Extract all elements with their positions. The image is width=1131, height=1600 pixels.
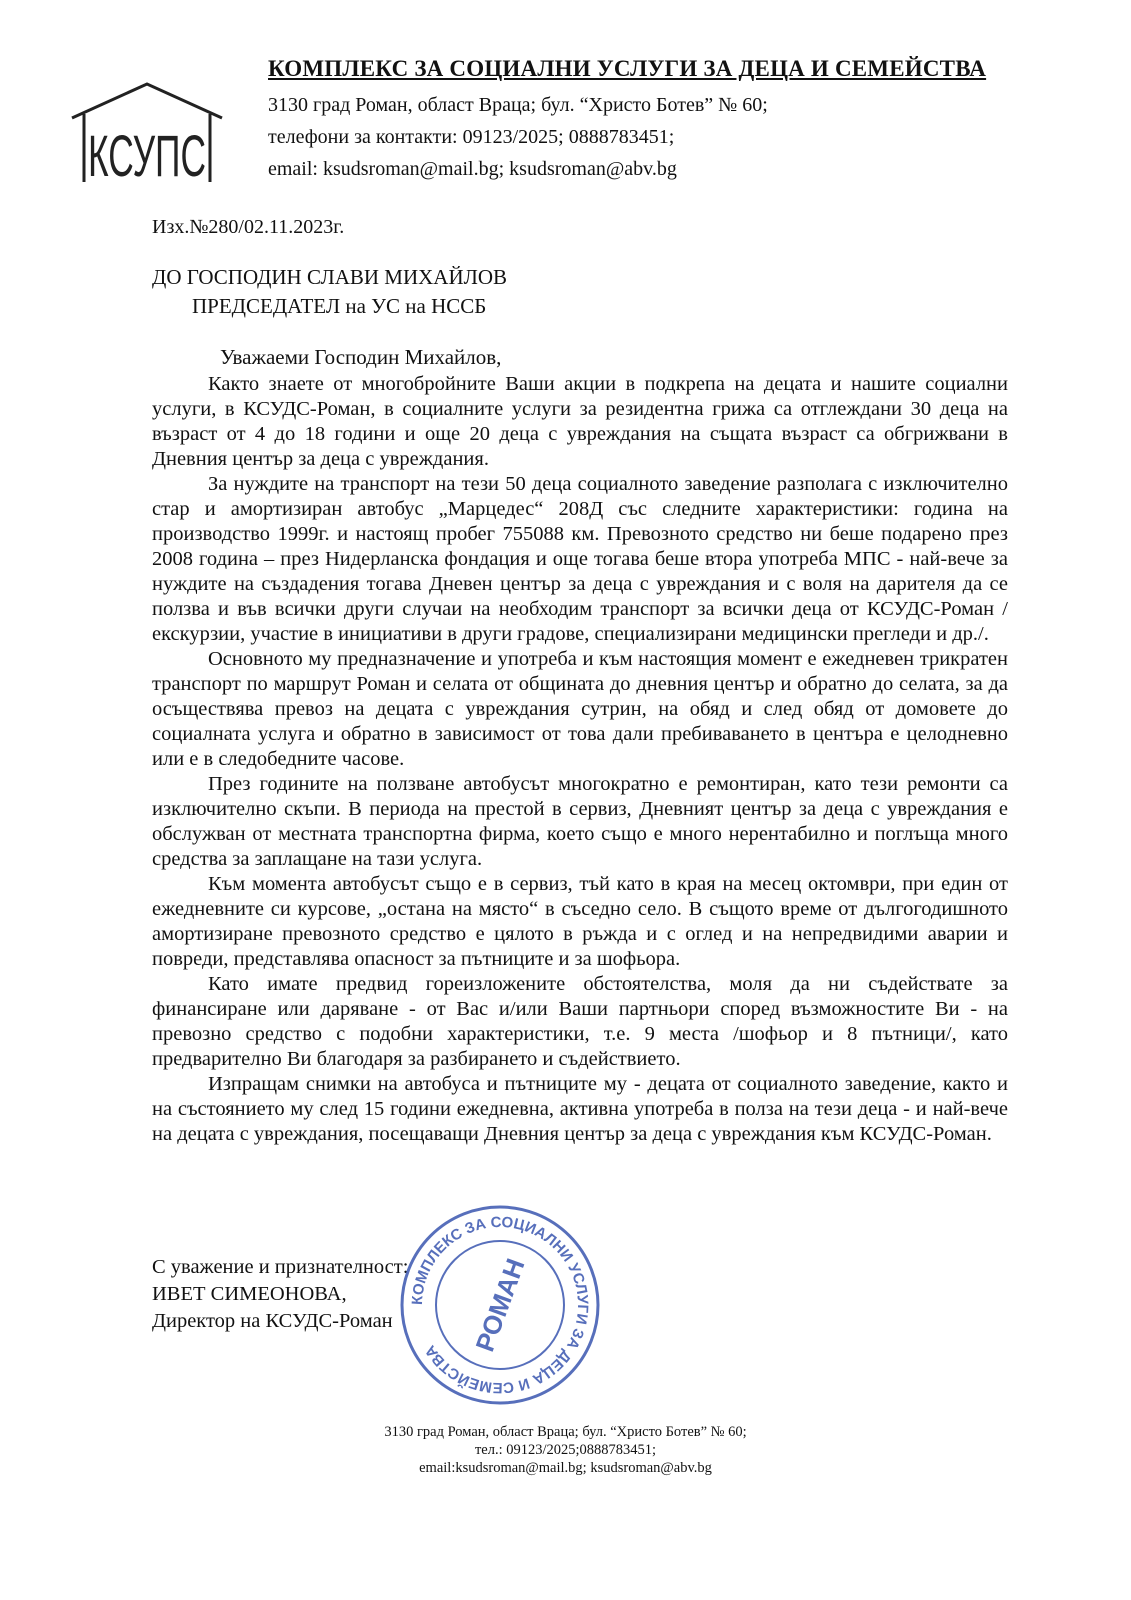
header-address: 3130 град Роман, област Враца; бул. “Христо Ботев” № 60; [268,94,768,116]
signature-block [152,1254,408,1335]
paragraph: Като имате предвид гореизложените обстоятелства, моля да ни съдействате за финансиране или даряване - от Вас и/или Ваши партньори според възможностите Ви - на превозно средство с подобни характеристики, т.е. 9 места /шофьор и 8 пътници/, като предварително Ви благодаря за разбирането и съдействието. [152,973,1008,1070]
paragraph: За нуждите на транспорт на тези 50 деца социалното заведение разполага с изключително стар и амортизиран автобус „Марцедес“ 208Д със следните характеристики: година на производство 1999г. и настоящ пробег 755088 км. Превозното средство ни беше подарено през 2008 година – през Нидерланска фондация и още тогава беше втора употреба МПС - най-вече за нуждите на създадения тогава Дневен център за деца с увреждания и с воля на дарителя да се ползва и във всички други случаи на необходим транспорт за всички деца от КСУДС-Роман /екскурзии, участие в инициативи в други градове, специализирани медицински прегледи и др./. [152,473,1008,645]
official-stamp [395,1200,605,1410]
paragraph: Изпращам снимки на автобуса и пътниците му - децата от социалното заведение, както и на състоянието му след 15 години ежедневна, активна употреба в полза на тези деца - и най-вече на децата с увреждания, посещаващи Дневния център за деца с увреждания към КСУДС-Роман. [152,1073,1008,1145]
stamp-center-text: РОМАН [469,1254,531,1356]
stamp-ring-text: КОМПЛЕКС ЗА СОЦИАЛНИ УСЛУГИ ЗА ДЕЦА И СЕМЕЙСТВА [408,1213,592,1397]
letterhead [268,56,1028,185]
paragraph: Основното му предназначение и употреба и към настоящия момент е ежедневен трикратен транспорт по маршрут Роман и селата от общината до дневния център и обратно до селата, за да осъществява превоз на децата с увреждания сутрин, на обяд и след обяд от домовете до социалната услуга и обратно в зависимост от това дали пребиваването в центъра е целодневно или е в следобедните часове. [152,648,1008,770]
header-phones: телефони за контакти: 09123/2025; 0888783451; [268,126,675,148]
footer-email: email:ksudsroman@mail.bg; ksudsroman@abv.bg [419,1460,712,1476]
addressee-name: ДО ГОСПОДИН СЛАВИ МИХАЙЛОВ [152,265,508,289]
footer [0,1423,1131,1477]
signatory-title: Директор на КСУДС-Роман [152,1310,393,1332]
logo-text: КСУПС [88,124,206,189]
salutation: Уважаеми Господин Михайлов, [220,345,502,369]
addressee-block [152,263,507,321]
closing: С уважение и признателност: [152,1256,409,1278]
organization-name: КОМПЛЕКС ЗА СОЦИАЛНИ УСЛУГИ ЗА ДЕЦА И СЕМЕЙСТВА [268,56,987,81]
reference-number: Изх.№280/02.11.2023г. [152,216,345,238]
organization-logo [68,78,226,188]
paragraph: През годините на ползване автобусът многократно е ремонтиран, като тези ремонти са изключително скъпи. В периода на престой в сервиз, Дневният център за деца с увреждания е обслужван от местната транспортна фирма, което също е много нерентабилно и поглъща много средства за заплащане на тази услуга. [152,773,1008,870]
footer-address: 3130 град Роман, област Враца; бул. “Христо Ботев” № 60; [384,1424,747,1440]
letter-body [152,372,1008,1147]
addressee-position: ПРЕДСЕДАТЕЛ на УС на НССБ [192,294,487,318]
header-email: email: ksudsroman@mail.bg; ksudsroman@abv.bg [268,158,677,180]
paragraph: Както знаете от многобройните Ваши акции в подкрепа на децата и нашите социални услуги, в КСУДС-Роман, в социалните услуги за резидентна грижа са отглеждани 30 деца на възраст от 4 до 18 години и още 20 деца с увреждания на същата възраст са обгрижвани в Дневния център за деца с увреждания. [152,373,1008,470]
footer-phones: тел.: 09123/2025;0888783451; [474,1442,657,1458]
paragraph: Към момента автобусът също е в сервиз, тъй като в края на месец октомври, при един от ежедневните си курсове, „остана на място“ в съседно село. В същото време от дългогодишното амортизиране превозното средство е цялото в ръжда и с оглед и на непредвидими аварии и повреди, представлява опасност за пътниците и за шофьора. [152,873,1008,970]
signatory-name: ИВЕТ СИМЕОНОВА, [152,1283,347,1305]
